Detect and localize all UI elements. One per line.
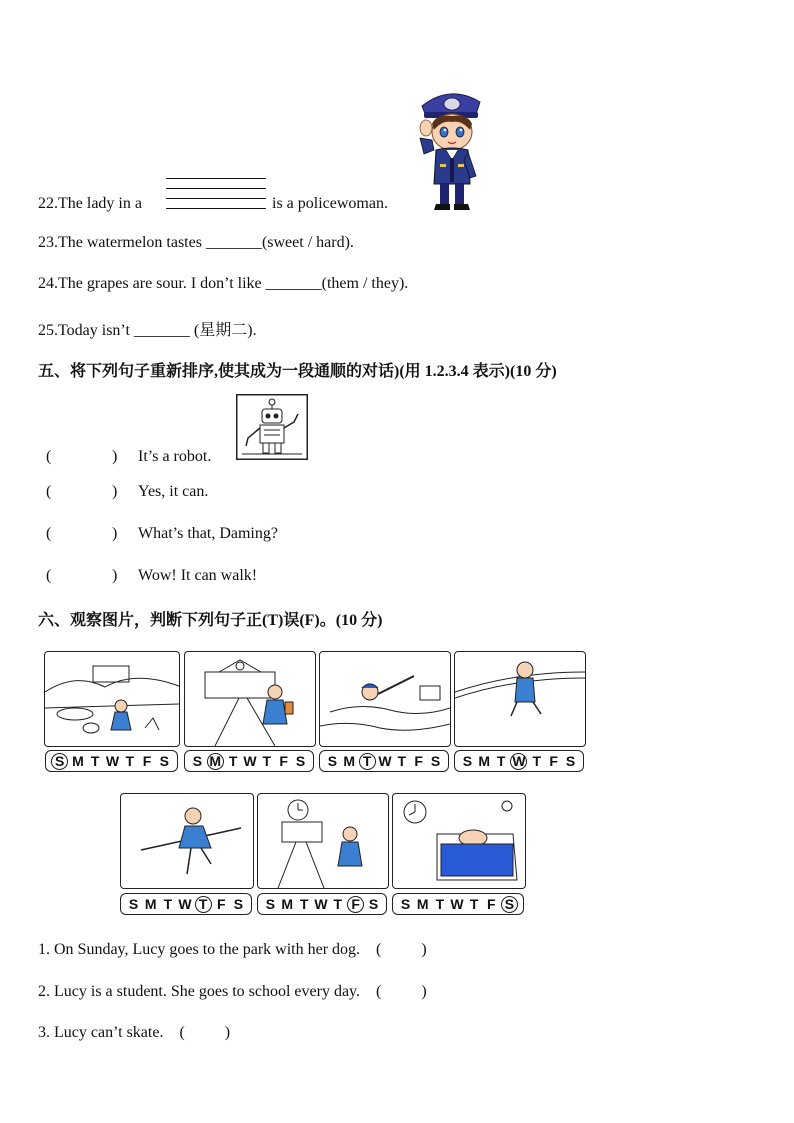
picture-swimming (319, 651, 451, 747)
weekday-letter: T (262, 752, 272, 769)
statement-3 (38, 1024, 230, 1042)
question-number: 23. (38, 234, 58, 251)
dialog-text: What’s that, Daming? (138, 525, 278, 542)
weekday-letter: S (192, 752, 203, 769)
weekday-letter: T (435, 895, 445, 912)
weekday-letter: S (51, 753, 68, 770)
weekday-letter: T (496, 752, 506, 769)
picture-park-dog (44, 651, 180, 747)
question-text: Today isn’t _______ (星期二). (58, 322, 257, 339)
weekday-bar-3 (319, 750, 449, 772)
answer-paren-close[interactable]: ) (112, 483, 118, 500)
statement-text: 3. Lucy can’t skate. (38, 1024, 164, 1041)
weekday-letter: S (128, 895, 139, 912)
statement-text: 2. Lucy is a student. She goes to school every day. (38, 983, 361, 1000)
robot-picture (236, 394, 308, 460)
weekday-bar-7 (392, 893, 524, 915)
weekday-letter: F (549, 752, 558, 769)
question-number: 24. (38, 275, 58, 292)
question-text-before: The lady in a (58, 195, 142, 212)
picture-sleeping (392, 793, 526, 889)
weekday-letter: S (430, 752, 441, 769)
weekday-letter: S (462, 752, 473, 769)
weekday-letter: M (144, 895, 157, 912)
answer-paren-close[interactable]: ) (112, 567, 118, 584)
weekday-letter: W (450, 895, 464, 912)
weekday-letter: T (359, 753, 376, 770)
answer-paren-close[interactable]: ) (112, 448, 118, 465)
weekday-letter: T (228, 752, 238, 769)
answer-paren-close[interactable]: ) (112, 525, 118, 542)
weekday-bar-2 (184, 750, 314, 772)
picture-school-friday (257, 793, 389, 889)
weekday-letter: T (299, 895, 309, 912)
answer-paren-open[interactable]: ( (46, 483, 52, 500)
dialog-line-1 (46, 448, 212, 466)
question-text: The grapes are sour. I don’t like _______(them / they). (58, 275, 409, 292)
weekday-letter: T (333, 895, 343, 912)
policewoman-illustration (412, 84, 488, 212)
dialog-line-4 (46, 567, 258, 585)
weekday-letter: M (281, 895, 294, 912)
weekday-bar-6 (257, 893, 387, 915)
answer-lines (166, 178, 266, 210)
answer-paren-open[interactable]: ( (46, 525, 52, 542)
weekday-letter: W (105, 752, 120, 769)
weekday-letter: W (314, 895, 328, 912)
dialog-line-3 (46, 525, 278, 543)
weekday-bar-1 (45, 750, 178, 772)
answer-parens[interactable]: ( ) (376, 983, 427, 1000)
dialog-text: It’s a robot. (138, 448, 212, 465)
weekday-letter: W (512, 752, 526, 769)
weekday-letter: S (295, 752, 306, 769)
weekday-letter: S (327, 752, 338, 769)
weekday-letter: W (178, 895, 192, 912)
weekday-letter: F (414, 752, 423, 769)
question-22 (38, 195, 142, 213)
weekday-letter: S (233, 895, 244, 912)
weekday-letter: M (343, 752, 356, 769)
answer-paren-open[interactable]: ( (46, 567, 52, 584)
answer-parens[interactable]: ( ) (376, 941, 427, 958)
weekday-bar-4 (454, 750, 584, 772)
weekday-letter: W (378, 752, 392, 769)
dialog-text: Yes, it can. (138, 483, 209, 500)
weekday-letter: F (216, 895, 226, 912)
weekday-letter: M (416, 895, 429, 912)
answer-parens[interactable]: ( ) (179, 1024, 231, 1041)
picture-school-monday (184, 651, 316, 747)
question-23 (38, 234, 354, 252)
answer-paren-open[interactable]: ( (46, 448, 52, 465)
question-number: 22. (38, 195, 58, 212)
question-22-end: is a policewoman. (272, 195, 388, 212)
weekday-letter: M (72, 752, 84, 769)
question-25 (38, 317, 257, 340)
weekday-letter: S (159, 752, 169, 769)
weekday-letter: T (163, 895, 173, 912)
section-5-heading: 五、将下列句子重新排序,使其成为一段通顺的对话)(用 1.2.3.4 表示)(10 分) (38, 363, 557, 380)
picture-skating (120, 793, 254, 889)
weekday-letter: M (207, 753, 224, 770)
statement-1 (38, 941, 427, 959)
question-24 (38, 275, 408, 293)
weekday-bar-5 (120, 893, 252, 915)
weekday-letter: F (486, 895, 496, 912)
question-text: The watermelon tastes _______(sweet / hard). (58, 234, 354, 251)
weekday-letter: F (142, 752, 152, 769)
weekday-letter: S (368, 895, 379, 912)
statement-2 (38, 983, 427, 1001)
weekday-letter: M (478, 752, 491, 769)
picture-running (454, 651, 586, 747)
weekday-letter: T (90, 752, 100, 769)
weekday-letter: F (279, 752, 288, 769)
weekday-letter: S (400, 895, 411, 912)
dialog-text: Wow! It can walk! (138, 567, 258, 584)
weekday-letter: T (469, 895, 479, 912)
weekday-letter: S (501, 896, 518, 913)
weekday-letter: T (397, 752, 407, 769)
weekday-letter: T (195, 896, 212, 913)
weekday-letter: T (125, 752, 135, 769)
weekday-letter: T (532, 752, 542, 769)
dialog-line-2 (46, 483, 209, 501)
statement-text: 1. On Sunday, Lucy goes to the park with her dog. (38, 941, 361, 958)
weekday-letter: F (347, 896, 364, 913)
weekday-letter: W (243, 752, 257, 769)
question-number: 25. (38, 322, 58, 339)
weekday-letter: S (565, 752, 576, 769)
section-6-heading: 六、观察图片，判断下列句子正(T)误(F)。(10 分) (38, 612, 383, 629)
weekday-letter: S (265, 895, 276, 912)
